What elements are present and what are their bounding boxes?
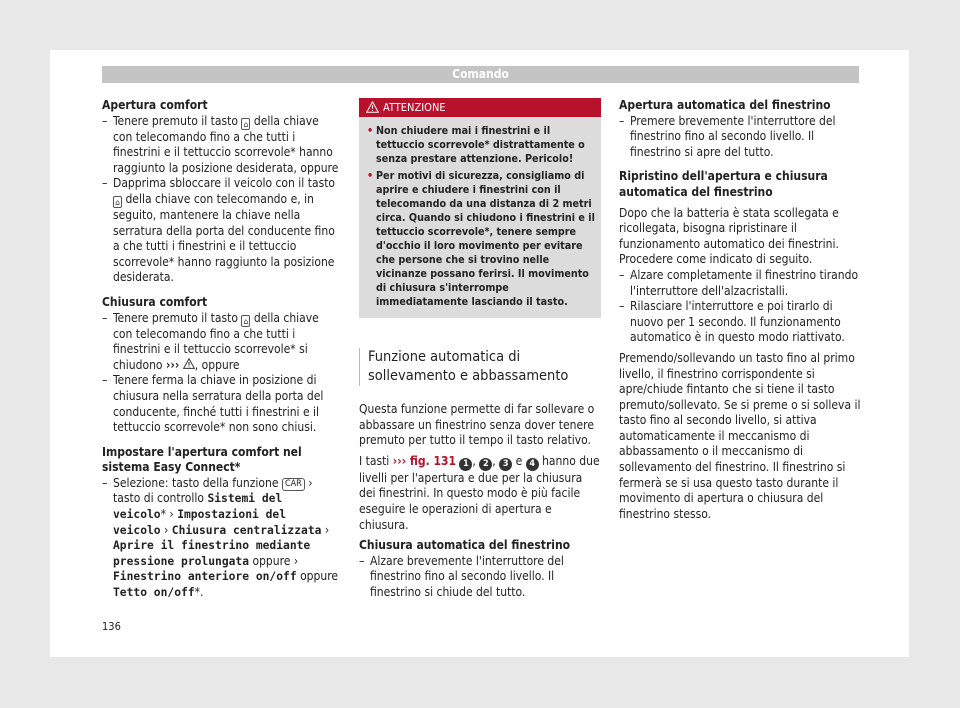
page-number: 136 [102,620,121,633]
warning-item: • Per motivi di sicurezza, consigliamo di aprire e chiudere i finestrini con il telecomando da una distanza di 2 metri circa. Quando si chiudono i finestrini e il tettuccio scorrevole*, tenere sempre d'occhio il loro movimento per evitare che persone che si trovino nelle vicinanze possano ferirsi. Il movimento di chiusura s'interrompe immediatamente lasciando il tasto. [367,169,595,308]
heading-chiusura-automatica: Chiusura automatica del finestrino [359,538,571,553]
key-icon: ⌂ [113,196,122,208]
paragraph: Dopo che la batteria è stata scollegata e ricollegata, bisogna ripristinare il funzionamento automatico dei finestrini. Procedere come indicato di seguito. [619,205,839,267]
heading-apertura-automatica: Apertura automatica del finestrino [619,98,831,112]
ref-arrow-icon[interactable]: ››› [165,357,180,372]
section-title: Funzione automatica di sollevamento e abbassamento [359,348,601,386]
callout-1: 1 [459,458,472,471]
warning-box [359,98,601,318]
warning-triangle-icon [183,358,195,374]
list-item: – Rilasciare l'interruttore e poi tirarlo di nuovo per 1 secondo. Il funzionamento automatico è in questo modo riattivato. [619,299,845,345]
fig-reference-link[interactable]: ››› fig. 131 [392,453,456,468]
paragraph: Questa funzione permette di far sollevare o abbassare un finestrino senza dover tenere premuto per tutto il tempo il tasto relativo. [359,402,595,448]
heading-chiusura-comfort: Chiusura comfort [102,294,208,309]
list-item: – Tenere premuto il tasto ⌂ della chiave con telecomando fino a che tutti i finestrini e il tettuccio scorrevole* hanno raggiunto la posizione desiderata, oppure [102,113,339,175]
paragraph: Premendo/sollevando un tasto fino al primo livello, il finestrino corrispondente si apre/chiude fintanto che si tiene il tasto premuto/sollevato. Se si preme o si solleva il tasto fino al secondo livello, si attiva automaticamente il meccanismo di abbassamento o il meccanismo di sollevamento del finestrino. Il finestrino si fermerà se si usa questo tasto durante il movimento di apertura o chiusura del finestrino stesso. [619,350,861,521]
warning-item: • Non chiudere mai i finestrini e il tettuccio scorrevole* distrattamente o senza prestare attenzione. Pericolo! [367,124,585,165]
list-item: – Tenere premuto il tasto ⌂ della chiave con telecomando fino a che tutti i finestrini e il tettuccio scorrevole* si chiudono ››› , oppure [102,310,319,372]
callout-3: 3 [499,458,512,471]
paragraph: I tasti ››› fig. 131 1 , 2 , 3 e 4 hanno due livelli per l'apertura e due per la chiusura dei finestrini. In questo modo è più facile eseguire le operazioni di apertura e chiusura. [359,453,600,532]
warning-body [359,117,601,318]
heading-apertura-comfort: Apertura comfort [102,98,208,112]
column-1 [102,98,339,601]
column-2 [359,98,601,601]
car-button-icon: CAR [282,478,305,491]
list-item: – Tenere ferma la chiave in posizione di chiusura nella serratura della porta del conducente, finché tutti i finestrini e il tettuccio scorrevole* non sono chiusi. [102,373,324,435]
callout-4: 4 [526,458,539,471]
heading-ripristino: Ripristino dell'apertura e chiusura automatica del finestrino [619,169,828,199]
warning-header: ATTENZIONE [359,98,601,117]
list-item: – Alzare completamente il finestrino tirando l'interruttore dell'alzacristalli. [619,267,859,298]
column-3 [619,98,861,522]
list-item: – Premere brevemente l'interruttore del finestrino fino al secondo livello. Il finestrino si apre del tutto. [619,113,836,159]
list-item: – Dapprima sbloccare il veicolo con il tasto ⌂ della chiave con telecomando e, in seguito, mantenere la chiave nella serratura della porta del conducente fino a che tutti i finestrini e il tettuccio scorrevole* hanno raggiunto la posizione desiderata. [102,176,336,285]
heading-easy-connect: Impostare l'apertura comfort nel sistema Easy Connect* [102,444,302,475]
key-icon: ⌂ [241,118,250,130]
list-item: – Selezione: tasto della funzione CAR › tasto di controllo Sistemi del veicolo* › Impostazioni del veicolo › Chiusura centralizzata › Aprire il finestrino mediante pressione prolungata oppure › Finestrino anteriore on/off oppure Tetto on/off*. [102,475,339,600]
page-header: Comando [102,66,859,83]
list-item: – Alzare brevemente l'interruttore del finestrino fino al secondo livello. Il finestrino si chiude del tutto. [359,553,564,599]
warning-icon [366,101,379,113]
key-icon: ⌂ [241,315,250,327]
callout-2: 2 [479,458,492,471]
